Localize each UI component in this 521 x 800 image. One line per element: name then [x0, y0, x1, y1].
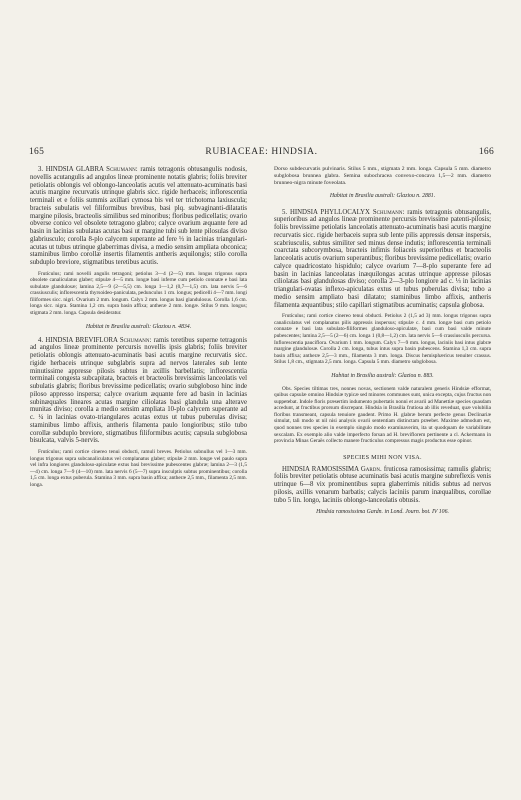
- running-title: RUBIACEAE: HINDSIA.: [205, 147, 318, 157]
- continued-details: Dorso subdecurvatis pulvinaris. Stilus 5 mm., stigmata 2 mm. longa. Capsula 5 mm. diametro subglobosa brunnea glabra. Semina subochracea convexo-concava 1,5—2 mm. diametro brunneo-nigra minute foveolata.: [274, 166, 491, 187]
- species-author: Schumann: [119, 336, 150, 344]
- species-description: [274, 466, 491, 505]
- species-habitat: Habitat in Brasilia australi: Glaziou n. 4834.: [85, 323, 192, 330]
- page-number-left: 165: [29, 147, 45, 157]
- species-heading: 4. HINDSIA BREVIFLORA: [38, 336, 118, 344]
- species-diagnosis: : ramis tetragonis obtusangulis nodosis, novellis acutangulis ad angulos lineæ prominente notatis glabris; foliis breviter petiolatis oblongis vel oblongo-lanceolatis acutis vel attenuato-acuminatis basi acutis margine recurvatis utrinque glabris sicc. rigide herbaceis; inflorescentia terminali et e foliis summis axillari cymosa bis vel ter trichotoma laxiuscula; bracteis subulatis vel filiformibus brevibus, basi plq. subvaginanti-dilatatis margine pilosis, bracteolis similibus sed minoribus; floribus pedicellatis; ovario obverse conico vel obsolete tetragono glabro; calyce ovarium æquante fere ad basin in lacinias subulatas acutas basi ut margine tubi sub lente pilosulas diviso glabriusculo; corolla 8-plo calycem superante ad fere ⅓ in lacinias triangulari-acutas ut tubus utrinque glaberrimas divisa, a medio sensim ampliata obconica; staminibus limbo corollæ insertis filamentis antheris æquilongis; stilo corolla subduplo breviore, stigmatibus teretibus acutis.: [30, 166, 247, 266]
- species-details: Frutículus; rami cortice cinereo tenui obducti, ramuli breves. Petiolus subnullus vel 1—3 mm. longus trigonus supra subcanaliculatus vel complanatus glaber; stipulæ 2 mm. longæ vel paulo supra vel infra longiores glanduloso-apiculatæ extus basi brevissime pubescentes glabræ; lamina 2—3 (1,5—4) cm. longa 7—9 (4—10) mm. lata nervis 6 (5—7) supra insculptis subtus prominentibus; corolla 1,5 cm. longa extus puberula. Stamina 3 mm. supra basin affixa; antheræ 2,5 mm., filamenta 2,5 mm. longa.: [30, 449, 247, 488]
- species-diagnosis: : ramis teretibus superne tetragonis ad angulos lineæ prominente percursis novellis ipsis glabris; foliis breviter petiolatis oblongis attenuato-acuminatis basi acutis margine recurvatis sicc. rigide herbaceis utrinque subglabris supra ad nervos laterales sub lente minutissime appresse pilosis subtus in axillis barbellatis; inflorescentia terminali congesta subcapitata, bracteis et bracteolis brevissimis lanceolatis vel subulatis glabris; floribus brevissime pedicellatis; ovario subgloboso hinc inde piloso appresso inspersa; calyce ovarium æquante fere ad basin in lacinias subinæquales lineares acutas margine ciliolatas basi glandula una alterave munitas diviso; corolla a medio sensim ampliata 10-plo calycem superante ad c. ¼ in lacinias ovato-triangulares acutas extus ut tubus puberulas divisa; staminibus limbo affixis, antheris filamenta paulo longioribus; stilo tubo corollæ subduplo breviore, stigmatibus filiformibus acutis; capsula subglobosa bisulcata, valvis 5-nervis.: [30, 336, 247, 445]
- section-heading: SPECIES MIHI NON VISA.: [343, 453, 422, 461]
- species-entry-hindsia-ramosissima: [274, 466, 491, 516]
- species-description: [30, 166, 247, 267]
- species-details: Frutículus; rami cortice cinereo tenui obducti. Petiolus 2 (1,5 ad 3) mm. longus trigonus supra canaliculatus vel complanatus pilis appressis inspersus; stipulæ c. 4 mm. longæ basi cum petiolo connatæ e basi lata subulato-filiformes glanduloso-apiculatæ, basi cum basi valde minute pubescentes; lamina 2,5—5 (2—6) cm. longa 1 (0,8—1,2) cm. lata nervis 5—6 crassiusculis percursa. Inflorescentia pauciflora. Ovarium 1 mm. longum. Calyx 7—9 mm. longus, laciniis basi intus glabræ margine glandulosæ. Corolla 2 cm. longa, tubus intus supra basin pubescens. Stamina 1,3 cm. supra basin affixa; antheræ 2,5—3 mm., filamenta 3 mm. longa. Discus hemisphæricus tenuiter crassus. Stilus 1,8 cm., stigmata 2,5 mm. longa. Capsula 5 mm. diametro subglobosa.: [274, 313, 491, 366]
- species-habitat: Habitat in Brasilia australi: Glaziou n. 2881.: [329, 192, 436, 199]
- species-heading: HINDSIA RAMOSISSIMA: [282, 465, 359, 473]
- species-description: [30, 337, 247, 446]
- species-habitat: Habitat in Brasilia australi: Glaziou n. 883.: [331, 372, 434, 379]
- right-column: [274, 166, 491, 515]
- page-number-right: 166: [478, 147, 494, 157]
- species-diagnosis: fruticosa ramosissima; ramulis glabris; foliis breviter petiolatis obtuse acuminatis basi acutis margine subreflexis venis utrinque 6—8 vix prominentibus supra glaberrimis nitidis subtus ad nervos pilosis, axillis venarum barbatis; calycis laciniis parum inæqualibus, corollae tubo 5 lin. longo, laciniis oblongo-lanceolatis obtusis.: [274, 465, 491, 504]
- species-author: Gardn.: [360, 465, 382, 473]
- species-entry-hindsia-phyllocalyx: [274, 209, 491, 379]
- species-heading: 5. HINDSIA PHYLLOCALYX: [282, 208, 370, 216]
- species-diagnosis: : ramis tetragonis obtusangulis, superioribus ad angulos lineæ prominente percursis brevissime patenti-pilosis; foliis brevissime petiolatis lanceolatis attenuato-acuminatis basi acutis margine recurvatis sicc. rigide herbaceis supra sub lente pilis appressis densæ inspersis, scabriusculis, subtus similiter sed minus dense indutis; inflorescentia terminali coarctata subcorymbosa, bracteis infimis foliaceis superioribus et bracteolis lanceolatis acutis ovarium superantibus; floribus brevissime pedicellatis; ovario calyce quadricostato hispidulo; calyce ovarium 7—8-plo superante fere ad basin in lacinias lanceolatas inæquilongas acutas utrinque appresse pilosas ciliolatas basi glandulosas diviso; corolla 2—3-plo longiore ad c. ⅓ in lacinias triangulari-ovatas inflexo-apiculatas extus ut tubus puberulas divisa; tubo a medio sensim ampliato basi dilatato; staminibus limbo affixis, antheris filamenta æquantibus; stilo capillari stigmatibus acuminatis; capsula globosa.: [274, 208, 492, 309]
- species-entry-hindsia-breviflora: [30, 337, 247, 489]
- species-entry-hindsia-glabra: [30, 166, 247, 330]
- species-details: Frutículus; rami novelli angulis tetragoni; petiolus 3—4 (2—5) mm. longus trigonus supra obsolete canaliculatus glaber; stipulæ 4—5 mm. longæ basi inferne cum petiolo connatæ e basi lata subulatæ glandulosæ; lamina 2,5—9 (2—5,5) cm. longa 1—1,2 (0,7—1,5) cm. lata nervis 5—6 crassiusculis; inflorescentia thyrsoideo-paniculata, pedunculus 1 cm. longus; pedicelli 4—7 mm. longi filiformes sicc. nigri. Ovarium 2 mm. longum. Calyx 2 mm. longus basi glandulosus. Corolla 1,6 cm. longa sicc. nigra. Stamina 1,2 cm. supra basin affixa; antheræ 2 mm. longæ. Stilus 9 mm. longus; stigmata 2 mm. longa. Capsula desideratur.: [30, 270, 247, 317]
- species-heading: 3. HINDSIA GLABRA: [38, 166, 104, 173]
- species-author: Schumann: [106, 166, 136, 173]
- species-description: [274, 209, 491, 310]
- observation-note: Obs. Species tiltimas tres, nonnes novas, sectionem valde naturalem generis Hindsiæ efformat, quibus capsulæ omnino Hindsiæ typicæ sed minores communes sunt, unica excepta, cujus fructus non suppetebat. Indole floris præsertim indumento pubertatis nonni et avarii ad Manettiæ species quasdam accedunt, at fructibus prorsum discrepant. Hindsia in Brasilia frutiosa ab illis reveduat, quæ volubilia floribus transmeant, capsula tenuiore gaudent. Primo H. glabræ berum perfecte genus Declinariæ simulat, tali modo ut nil nisi analysis ovarii sententiam distinctam præebet. Maxime admodum est, quod nonnes tres species in exemplo singulo modo examinaverim, ita ut quodquam de variabilitate sexcalam. Ex exemplo alio valde imperfecto forsan ad H. breviflorem pertinente a cl. Ackermann in provincia Minas Geraës collecto manere fructiculus compressus magis productus esse opinor.: [274, 385, 491, 445]
- running-header: [29, 147, 494, 159]
- species-author: Schumann: [372, 208, 403, 216]
- literature-reference: Hindsia ramosissima Gardn. in Lond. Journ. bot. IV 106.: [316, 509, 449, 516]
- left-column: [30, 166, 247, 488]
